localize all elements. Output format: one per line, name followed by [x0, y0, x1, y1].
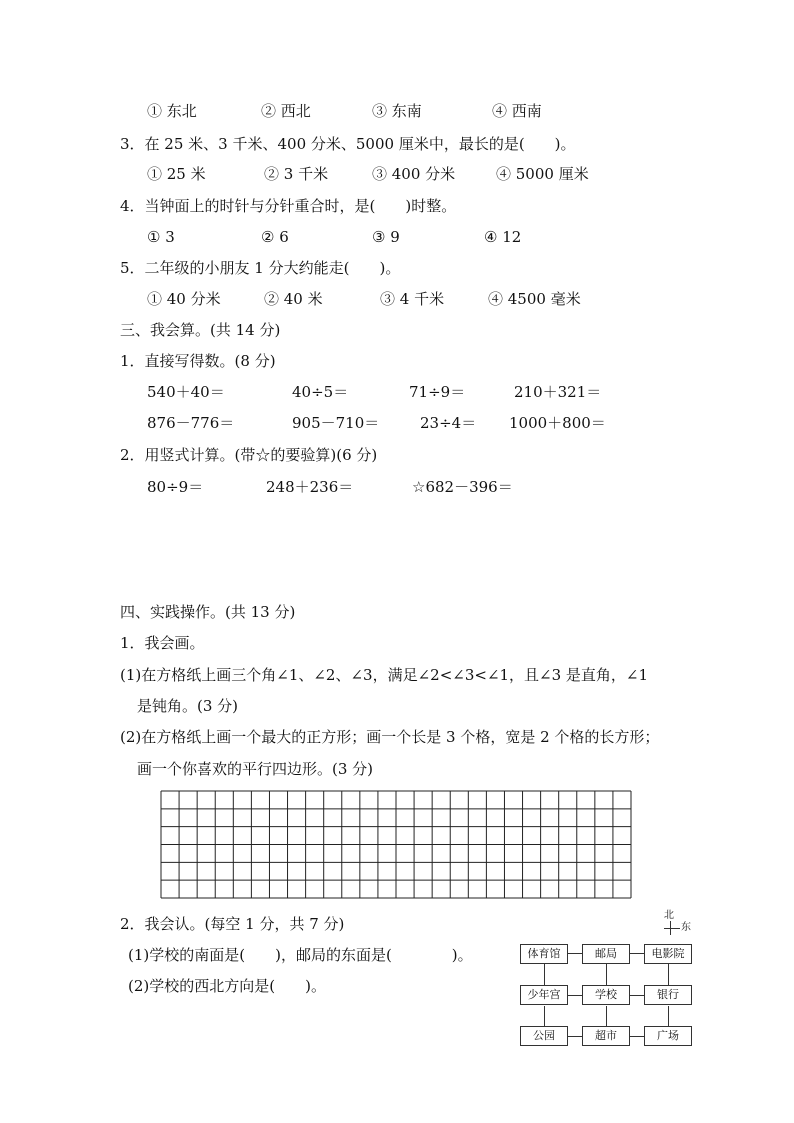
- connector: [630, 953, 645, 954]
- compass-east-label: 东: [681, 922, 691, 933]
- q3-option-3: ③ 400 分米: [372, 165, 456, 183]
- section4-item1-line1: (1)在方格纸上画三个角∠1、∠2、∠3，满足∠2<∠3<∠1，且∠3 是直角，∠1: [120, 666, 649, 684]
- calc-row1-1: 540＋40＝: [147, 383, 225, 401]
- calc-row2-2: 905－710＝: [292, 414, 380, 432]
- connector: [630, 1036, 645, 1037]
- q4-stem: 4．当钟面上的时针与分针重合时，是( )时整。: [120, 197, 457, 215]
- q4-option-3: ③ 9: [372, 228, 400, 246]
- connector: [568, 995, 583, 996]
- connector: [544, 1006, 545, 1026]
- section4-item1-line2: 是钝角。(3 分): [137, 697, 239, 715]
- q3-option-2: ② 3 千米: [264, 165, 329, 183]
- q3-option-4: ④ 5000 厘米: [496, 165, 589, 183]
- q4-option-4: ④ 12: [484, 228, 522, 246]
- calc-row1-3: 71÷9＝: [409, 383, 466, 401]
- calc-row2-4: 1000＋800＝: [509, 414, 606, 432]
- connector: [606, 1006, 607, 1026]
- q5-option-4: ④ 4500 毫米: [488, 290, 581, 308]
- section4-part2-q2: (2)学校的西北方向是( )。: [128, 977, 326, 995]
- q2-option-3: ③ 东南: [372, 102, 422, 120]
- connector: [568, 1036, 583, 1037]
- section3-part1-title: 1．直接写得数。(8 分): [120, 352, 276, 370]
- q4-option-1: ① 3: [147, 228, 175, 246]
- q2-option-4: ④ 西南: [492, 102, 542, 120]
- map-box-youth-palace: 少年宫: [520, 985, 568, 1005]
- q5-stem: 5．二年级的小朋友 1 分大约能走( )。: [120, 259, 401, 277]
- grid-paper[interactable]: [160, 790, 632, 899]
- q2-option-2: ② 西北: [261, 102, 311, 120]
- map-box-park: 公园: [520, 1026, 568, 1046]
- compass-horizontal: [664, 928, 680, 929]
- section3-part2-title: 2．用竖式计算。(带☆的要验算)(6 分): [120, 446, 378, 464]
- calc-row2-1: 876－776＝: [147, 414, 235, 432]
- section4-part1-title: 1．我会画。: [120, 634, 205, 652]
- calc-row1-2: 40÷5＝: [292, 383, 349, 401]
- connector: [606, 964, 607, 985]
- compass-north-label: 北: [664, 910, 674, 921]
- calc-row3-2: 248＋236＝: [266, 478, 354, 496]
- section4-part2-title: 2．我会认。(每空 1 分，共 7 分): [120, 915, 345, 933]
- connector: [630, 995, 645, 996]
- connector: [668, 964, 669, 985]
- q3-option-1: ① 25 米: [147, 165, 206, 183]
- q3-stem: 3．在 25 米、3 千米、400 分米、5000 厘米中，最长的是( )。: [120, 135, 576, 153]
- map-box-supermarket: 超市: [582, 1026, 630, 1046]
- section4-item2-line2: 画一个你喜欢的平行四边形。(3 分): [137, 760, 374, 778]
- calc-row2-3: 23÷4＝: [420, 414, 477, 432]
- q5-option-1: ① 40 分米: [147, 290, 221, 308]
- map-box-bank: 银行: [644, 985, 692, 1005]
- calc-row1-4: 210＋321＝: [514, 383, 602, 401]
- connector: [668, 1006, 669, 1026]
- calc-row3-3: ☆682－396＝: [412, 478, 513, 496]
- calc-row3-1: 80÷9＝: [147, 478, 204, 496]
- map-box-post-office: 邮局: [582, 944, 630, 964]
- section4-title: 四、实践操作。(共 13 分): [120, 603, 296, 621]
- map-box-square: 广场: [644, 1026, 692, 1046]
- section4-item2-line1: (2)在方格纸上画一个最大的正方形；画一个长是 3 个格，宽是 2 个格的长方形；: [120, 728, 660, 746]
- map-box-cinema: 电影院: [644, 944, 692, 964]
- q5-option-3: ③ 4 千米: [380, 290, 445, 308]
- q2-option-1: ① 东北: [147, 102, 197, 120]
- connector: [544, 964, 545, 985]
- section3-title: 三、我会算。(共 14 分): [120, 321, 281, 339]
- map-box-gym: 体育馆: [520, 944, 568, 964]
- connector: [568, 953, 583, 954]
- section4-part2-q1: (1)学校的南面是( )，邮局的东面是( )。: [128, 946, 473, 964]
- q4-option-2: ② 6: [261, 228, 289, 246]
- q5-option-2: ② 40 米: [264, 290, 323, 308]
- map-box-school: 学校: [582, 985, 630, 1005]
